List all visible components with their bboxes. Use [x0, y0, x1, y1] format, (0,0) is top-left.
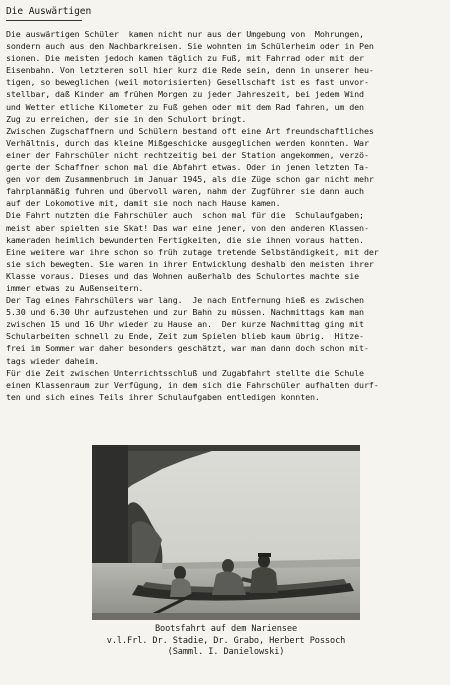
text-line: 5.30 und 6.30 Uhr aufzustehen und zur Bahn zu müssen. Nachmittags kam man: [6, 307, 364, 318]
text-line: auf der Lokomotive mit, damit sie noch nach Hause kamen.: [6, 198, 281, 209]
text-line: Schularbeiten schnell zu Ende, Zeit zum Spielen blieb kaum übrig. Hitze-: [6, 331, 364, 342]
text-line: Klasse voraus. Dieses und das Wohnen außerhalb des Schulortes machte sie: [6, 270, 360, 281]
text-line: sionen. Die meisten jedoch kamen täglich zu Fuß, mit Fahrrad oder mit der: [6, 53, 364, 64]
text-line: sondern auch aus den Nachbarkreisen. Sie wohnten im Schülerheim oder in Pen: [6, 41, 374, 52]
text-line: und Wetter etliche Kilometer zu Fuß gehen oder mit dem Rad fahren, um den: [6, 101, 364, 112]
article-body: [6, 28, 446, 403]
text-line: tags wieder daheim.: [6, 355, 100, 366]
caption-people: v.l.Frl. Dr. Stadie, Dr. Grabo, Herbert Possoch: [106, 635, 346, 646]
text-line: kameraden heimlich bewunderten Fertigkeiten, die sie ihnen voraus hatten.: [6, 234, 364, 245]
text-line: gen vor dem Zusammenbruch im Januar 1945, als die Züge schon gar nicht mehr: [6, 174, 374, 185]
text-line: Für die Zeit zwischen Unterrichtsschluß und Zugabfahrt stellte die Schule: [6, 367, 364, 378]
text-line: Eisenbahn. Von letzteren soll hier kurz die Rede sein, denn in unserer heu-: [6, 65, 374, 76]
text-line: gerte der Schaffner schon mal die Abfahrt etwas. Oder in jenen letzten Ta-: [6, 162, 369, 173]
text-line: Die auswärtigen Schüler kamen nicht nur aus der Umgebung von Mohrungen,: [6, 29, 364, 39]
photo-caption: [92, 624, 360, 659]
text-line: immer etwas zu Außenseitern.: [6, 282, 144, 293]
page-heading: Die Auswärtigen: [6, 6, 92, 17]
text-line: Verhältnis, durch das kleine Mißgeschicke ausgeglichen werden konnten. War: [6, 137, 369, 148]
text-line: Zwischen Zugschaffnern und Schülern bestand oft eine Art freundschaftliches: [6, 125, 374, 136]
text-line: Eine weitere war ihre schon so früh zutage tretende Selbständigkeit, mit der: [6, 246, 379, 257]
text-line: tigen, so beweglichen (weil motorisierten) Gesellschaft ist es fast unvor-: [6, 77, 369, 88]
caption-credit: (Samml. I. Danielowski): [167, 647, 285, 657]
text-line: frei im Sommer war daher besonders geschätzt, war man dann doch schon mit-: [6, 343, 369, 354]
text-line: stellbar, daß Kinder am frühen Morgen zu jeder Jahreszeit, bei jedem Wind: [6, 89, 364, 100]
text-line: fahrplanmäßig fuhren und übervoll waren, nahm der Zugführer sie dann auch: [6, 186, 364, 197]
text-line: Zug zu erreichen, der sie in den Schulort bringt.: [6, 113, 247, 124]
text-line: meist aber spielten sie Skat! Das war eine jener, von den anderen Klassen-: [6, 222, 369, 233]
caption-title: Bootsfahrt auf dem Nariensee: [154, 624, 298, 634]
boat-trip-photo: [92, 445, 360, 620]
text-line: sie sich bewegten. Sie waren in ihrer Entwicklung deshalb den meisten ihrer: [6, 258, 374, 269]
text-line: einer der Fahrschüler nicht rechtzeitig bei der Station angekommen, verzö-: [6, 149, 369, 160]
text-line: zwischen 15 und 16 Uhr wieder zu Hause an. Der kurze Nachmittag ging mit: [6, 319, 364, 330]
text-line: ten und sich eines Teils ihrer Schulaufgaben entledigen konnten.: [6, 391, 320, 402]
text-line: Der Tag eines Fahrschülers war lang. Je nach Entfernung hieß es zwischen: [6, 295, 364, 306]
text-line: einen Klassenraum zur Verfügung, in dem sich die Fahrschüler aufhalten durf-: [6, 379, 379, 390]
heading-underline: [6, 20, 82, 21]
text-line: Die Fahrt nutzten die Fahrschüler auch schon mal für die Schulaufgaben;: [6, 210, 364, 221]
